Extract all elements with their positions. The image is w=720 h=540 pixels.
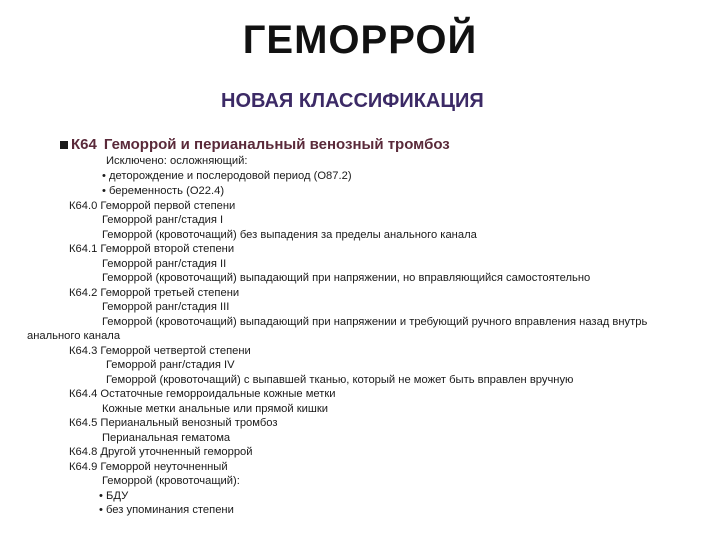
list-line: • БДУ (99, 490, 129, 502)
list-line: Перианальная гематома (102, 432, 231, 444)
list-line: Геморрой (кровоточащий): (102, 475, 240, 487)
list-line: К64.8 Другой уточненный геморрой (69, 446, 253, 458)
list-line: Геморрой ранг/стадия IV (106, 359, 235, 371)
list-line: Геморрой (кровоточащий) выпадающий при напряжении, но вправляющийся самостоятельно (102, 272, 591, 284)
list-line: К64.0 Геморрой первой степени (69, 200, 236, 212)
list-line: К64.5 Перианальный венозный тромбоз (69, 417, 278, 429)
list-line: Геморрой ранг/стадия II (102, 258, 227, 270)
list-line: Геморрой ранг/стадия III (102, 301, 230, 313)
list-line: Кожные метки анальные или прямой кишки (102, 403, 328, 415)
list-line: К64.1 Геморрой второй степени (69, 243, 235, 255)
page-title: ГЕМОРРОЙ (242, 18, 478, 62)
list-line: Геморрой (кровоточащий) с выпавшей тканью, который не может быть вправлен вручную (106, 374, 574, 386)
list-line: • без упоминания степени (99, 504, 234, 516)
page-subtitle: НОВАЯ КЛАССИФИКАЦИЯ (221, 90, 484, 112)
list-line: Исключено: осложняющий: (106, 155, 248, 167)
list-line: К64.9 Геморрой неуточненный (69, 461, 228, 473)
heading-code: К64 (71, 136, 97, 153)
list-line: • деторождение и послеродовой период (О87.2) (102, 170, 352, 182)
list-line: Геморрой ранг/стадия I (102, 214, 224, 226)
square-bullet-icon (60, 141, 68, 149)
list-line: К64.4 Остаточные геморроидальные кожные метки (69, 388, 336, 400)
list-line: анального канала (27, 330, 121, 342)
heading-text: Геморрой и перианальный венозный тромбоз (103, 136, 450, 153)
list-line: • беременность (О22.4) (102, 185, 225, 197)
list-line: Геморрой (кровоточащий) без выпадения за пределы анального канала (102, 229, 477, 241)
list-line: Геморрой (кровоточащий) выпадающий при напряжении и требующий ручного вправления назад внутрь (102, 316, 648, 328)
list-line: К64.2 Геморрой третьей степени (69, 287, 240, 299)
list-line: К64.3 Геморрой четвертой степени (69, 345, 251, 357)
section-heading (60, 136, 450, 153)
